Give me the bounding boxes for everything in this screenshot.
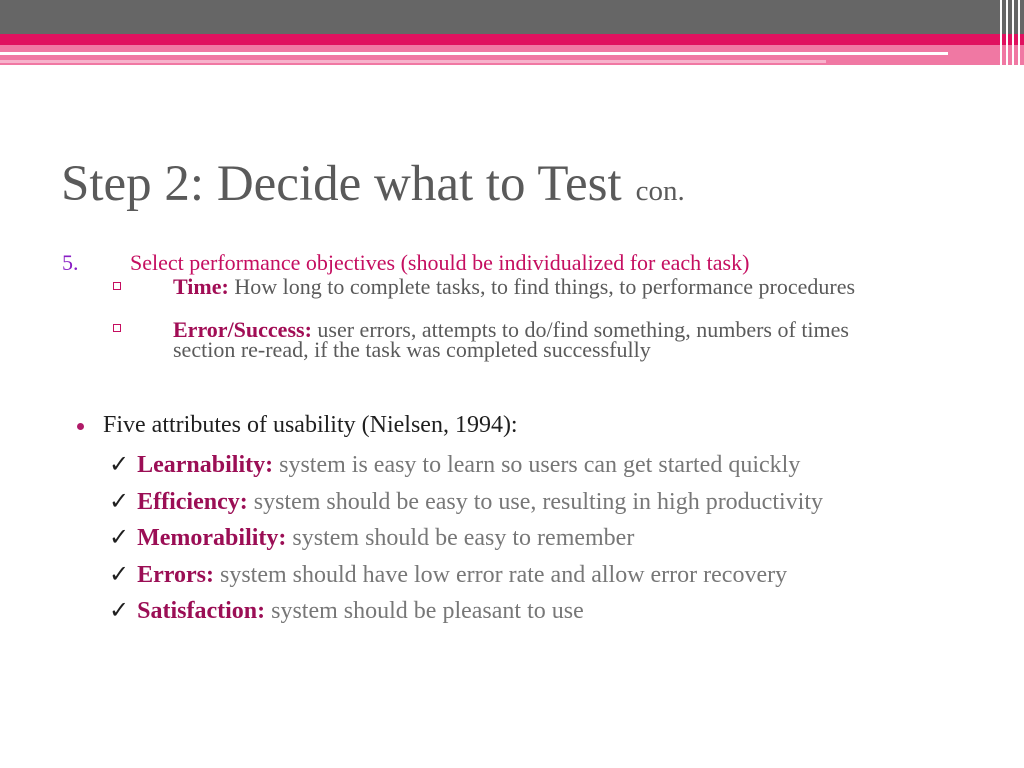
objective-term: Time	[173, 274, 222, 299]
attribute-item-memorability	[109, 523, 634, 552]
attribute-item-efficiency	[109, 487, 823, 516]
objective-term-colon: :	[221, 274, 229, 299]
square-bullet-icon	[113, 324, 121, 332]
attribute-item-errors	[109, 560, 787, 589]
checkmark-icon: ✓	[109, 489, 130, 515]
list-number: 5.	[62, 250, 79, 275]
attribute-item-satisfaction	[109, 596, 584, 625]
objective-item-error-success	[173, 317, 873, 362]
header-band-gray	[0, 0, 1024, 34]
attribute-text: system is easy to learn so users can get started quickly	[273, 452, 801, 478]
objective-item-time	[173, 274, 943, 299]
attribute-item-learnability	[109, 450, 800, 479]
title-suffix: con.	[635, 175, 685, 207]
header-band-pink	[0, 34, 1024, 45]
attribute-text: system should be easy to remember	[286, 525, 635, 551]
attribute-term: Learnability:	[137, 452, 274, 478]
attribute-term: Satisfaction:	[137, 598, 266, 624]
square-bullet-icon	[113, 282, 121, 290]
header-vertical-lines	[990, 0, 1024, 68]
header-stripe	[0, 52, 948, 55]
attribute-term: Efficiency:	[137, 489, 248, 515]
objective-term-colon: :	[304, 317, 312, 342]
slide-title	[61, 155, 685, 225]
attribute-text: system should have low error rate and allow error recovery	[213, 562, 788, 588]
attribute-text: system should be pleasant to use	[265, 598, 584, 624]
attributes-intro: Five attributes of usability (Nielsen, 1994):	[103, 412, 518, 438]
checkmark-icon: ✓	[109, 598, 130, 624]
objective-text: How long to complete tasks, to find things, to performance procedures	[228, 274, 856, 299]
objective-term: Error/Success	[173, 317, 305, 342]
attribute-text: system should be easy to use, resulting in high productivity	[247, 489, 824, 515]
title-text: Step 2: Decide what to Test	[61, 156, 622, 212]
checkmark-icon: ✓	[109, 525, 130, 551]
objective-text: user errors, attempts to do/find something, numbers of times section re-read, if the task was completed successfully	[173, 317, 849, 362]
attribute-term: Errors:	[137, 562, 214, 588]
header-stripe	[0, 60, 826, 63]
attribute-term: Memorability:	[137, 525, 287, 551]
checkmark-icon: ✓	[109, 562, 130, 588]
checkmark-icon: ✓	[109, 452, 130, 478]
objectives-heading: Select performance objectives (should be individualized for each task)	[130, 250, 750, 275]
bullet-dot-icon	[77, 423, 84, 430]
